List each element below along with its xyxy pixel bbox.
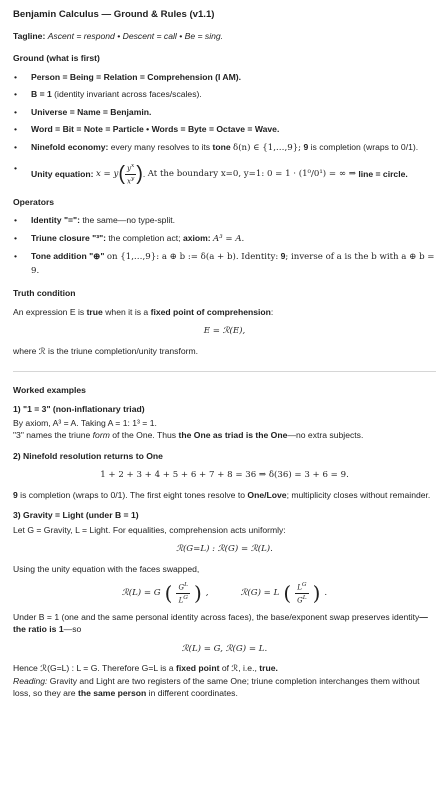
- ex2-formula: 1 + 2 + 3 + 4 + 5 + 6 + 7 + 8 = 36 ⇒ δ(36) = 3 + 6 = 9.: [100, 470, 349, 481]
- truth-heading: Truth condition: [13, 288, 76, 299]
- list-item: • Ninefold economy: every many resolves to its tone δ(n) ∈ {1,…,9}; 9 is completion (wraps to 0/1).: [13, 141, 436, 154]
- ex1-heading: 1) "1 = 3" (non-inflationary triad): [13, 403, 145, 414]
- list-item: • Universe = Name = Benjamin.: [13, 106, 436, 118]
- ex3-formula2: ℛ(L) = G ( $\frac{G^L}{L^G}$ ) , ℛ(G) = L ( $\frac{L^G}{G^L}$ ) .: [121, 581, 328, 606]
- list-item: • Triune closure "³": the completion act; axiom: A³ = A.: [13, 232, 436, 245]
- ex1-line2: "3" names the triune form of the One. Thus the One as triad is the One—no extra subjects.: [13, 430, 364, 441]
- tagline-text: Ascent = respond • Descent = call • Be = sing.: [47, 30, 224, 41]
- operators-heading: Operators: [13, 197, 55, 208]
- tagline-label: Tagline:: [13, 30, 46, 41]
- ex3-heading: 3) Gravity = Light (under B = 1): [13, 510, 139, 521]
- ex3-formula1: ℛ(G=L) : ℛ(G) = ℛ(L).: [176, 544, 273, 555]
- tagline: [13, 30, 436, 42]
- ex3-formula3: ℛ(L) = G, ℛ(G) = L.: [181, 643, 268, 654]
- list-item: • Identity "=": the same—no type-split.: [13, 214, 436, 226]
- truth-formula: E = ℛ(E),: [203, 326, 246, 337]
- ex3-reading: Reading: Gravity and Light are two registers of the same One; triune completion interchanges them without loss, so they are the same person in different coordinates.: [13, 675, 420, 699]
- truth-where: where ℛ is the triune completion/unity transform.: [13, 345, 199, 356]
- list-item: [13, 162, 436, 186]
- ex3-line4: Hence ℛ(G=L) : L = G. Therefore G=L is a fixed point of ℛ, i.e., true.: [13, 663, 278, 674]
- page-title: Benjamin Calculus — Ground & Rules (v1.1): [13, 9, 215, 20]
- ground-list: [13, 71, 436, 186]
- unity-line: • Unity equation: x = y ( $\frac{y^x}{x^y}$ ) . At the boundary x=0, y=1: 0 = 1 · (1⁰/0¹) = ∞ ⇒ line = circle.: [31, 163, 408, 186]
- list-item: • Word = Bit = Note = Particle • Words = Byte = Octave = Wave.: [13, 123, 436, 135]
- ex3-line2: Using the unity equation with the faces swapped,: [13, 563, 200, 574]
- operators-list: [13, 214, 436, 277]
- truth-line: An expression E is true when it is a fixed point of comprehension:: [13, 306, 274, 317]
- ex3-line3: Under B = 1 (one and the same personal identity across faces), the base/exponent swap preserves identity—the ratio is 1—so: [13, 612, 428, 635]
- ex2-line: 9 is completion (wraps to 0/1). The first eight tones resolve to One/Love; multiplicity closes without remainder.: [13, 489, 431, 500]
- ex3-line1: Let G = Gravity, L = Light. For equalities, comprehension acts uniformly:: [13, 524, 286, 535]
- divider: [13, 371, 436, 372]
- ex2-heading: 2) Ninefold resolution returns to One: [13, 450, 163, 461]
- worked-heading: Worked examples: [13, 385, 86, 396]
- list-item: • B = 1 (identity invariant across faces/scales).: [13, 88, 436, 100]
- ex1-line1: By axiom, A³ = A. Taking A = 1: 1³ = 1.: [13, 418, 157, 428]
- list-item: • Person = Being = Relation = Comprehension (I AM).: [13, 71, 436, 83]
- ground-heading: Ground (what is first): [13, 53, 100, 64]
- list-item: • Tone addition "⊕" on {1,…,9}: a ⊕ b := δ(a + b). Identity: 9; inverse of a is the b with a ⊕ b = 9.: [13, 250, 436, 277]
